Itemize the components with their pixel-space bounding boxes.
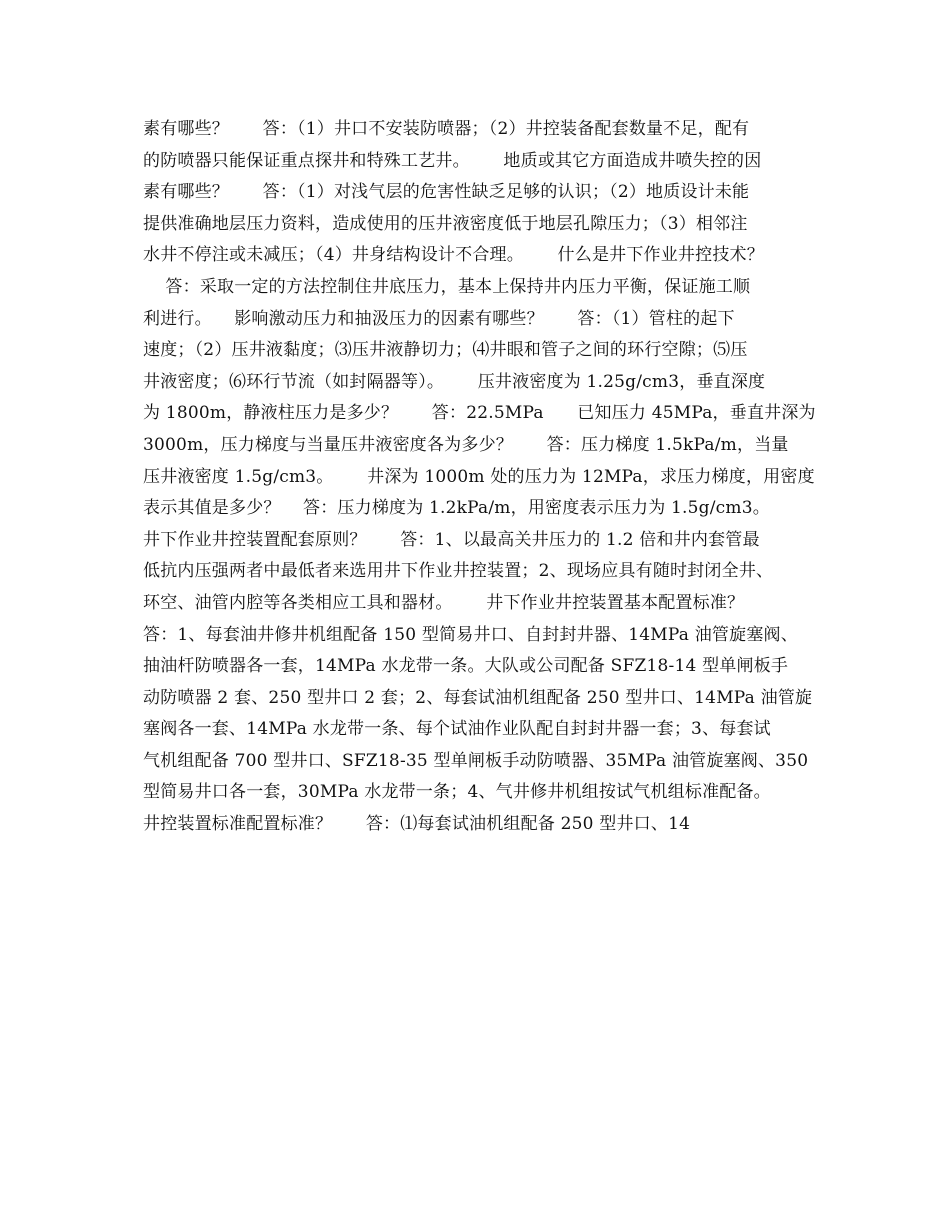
text-line: 水井不停注或未减压；（4）井身结构设计不合理。 什么是井下作业井控技术？ xyxy=(143,245,764,266)
text-line: 动防喷器 2 套、250 型井口 2 套；2、每套试油机组配备 250 型井口、14MPa 油管旋 xyxy=(143,687,813,708)
text-line: 塞阀各一套、14MPa 水龙带一条、每个试油作业队配自封封井器一套；3、每套试 xyxy=(143,719,771,740)
text-line: 答：1、每套油井修井机组配备 150 型简易井口、自封封井器、14MPa 油管旋塞阀、 xyxy=(143,624,798,645)
body-text xyxy=(143,114,816,841)
text-line: 3000m，压力梯度与当量压井液密度各为多少？ 答：压力梯度 1.5kPa/m，当量 xyxy=(143,434,789,455)
text-line: 气机组配备 700 型井口、SFZ18-35 型单闸板手动防喷器、35MPa 油管旋塞阀、350 xyxy=(143,750,809,771)
text-line: 的防喷器只能保证重点探井和特殊工艺井。 地质或其它方面造成井喷失控的因 xyxy=(143,150,762,171)
text-line: 素有哪些？ 答：（1）井口不安装防喷器；（2）井控装备配套数量不足，配有 xyxy=(143,119,750,139)
text-line: 井液密度；⑹环行节流（如封隔器等）。 压井液密度为 1.25g/cm3，垂直深度 xyxy=(143,371,766,392)
text-line: 低抗内压强两者中最低者来选用井下作业井控装置；2、现场应具有随时封闭全井、 xyxy=(143,561,774,582)
text-line: 表示其值是多少？ 答：压力梯度为 1.2kPa/m，用密度表示压力为 1.5g/cm3。 xyxy=(143,498,770,519)
text-line: 井控装置标准配置标准？ 答：⑴每套试油机组配备 250 型井口、14 xyxy=(143,814,691,835)
text-line: 为 1800m，静液柱压力是多少？ 答：22.5MPa 已知压力 45MPa，垂直井深为 xyxy=(143,403,816,424)
text-line: 利进行。 影响激动压力和抽汲压力的因素有哪些？ 答：（1）管柱的起下 xyxy=(143,308,735,329)
text-line: 抽油杆防喷器各一套，14MPa 水龙带一条。大队或公司配备 SFZ18-14 型单闸板手 xyxy=(143,656,789,677)
text-line: 井下作业井控装置配套原则？ 答：1、以最高关井压力的 1.2 倍和井内套管最 xyxy=(143,529,760,550)
text-line: 速度；（2）压井液黏度；⑶压井液静切力；⑷井眼和管子之间的环行空隙；⑸压 xyxy=(143,340,748,361)
text-line: 型简易井口各一套，30MPa 水龙带一条；4、气井修井机组按试气机组标准配备。 xyxy=(143,782,771,803)
text-line: 答：采取一定的方法控制住井底压力，基本上保持井内压力平衡，保证施工顺 xyxy=(143,276,751,297)
text-line: 素有哪些？ 答：（1）对浅气层的危害性缺乏足够的认识；（2）地质设计未能 xyxy=(143,182,750,203)
text-line: 压井液密度 1.5g/cm3。 井深为 1000m 处的压力为 12MPa，求压力梯度，用密度 xyxy=(143,466,815,487)
text-line: 提供准确地层压力资料，造成使用的压井液密度低于地层孔隙压力；（3）相邻注 xyxy=(143,213,748,234)
text-line: 环空、油管内腔等各类相应工具和器材。 井下作业井控装置基本配置标准？ xyxy=(143,592,745,613)
